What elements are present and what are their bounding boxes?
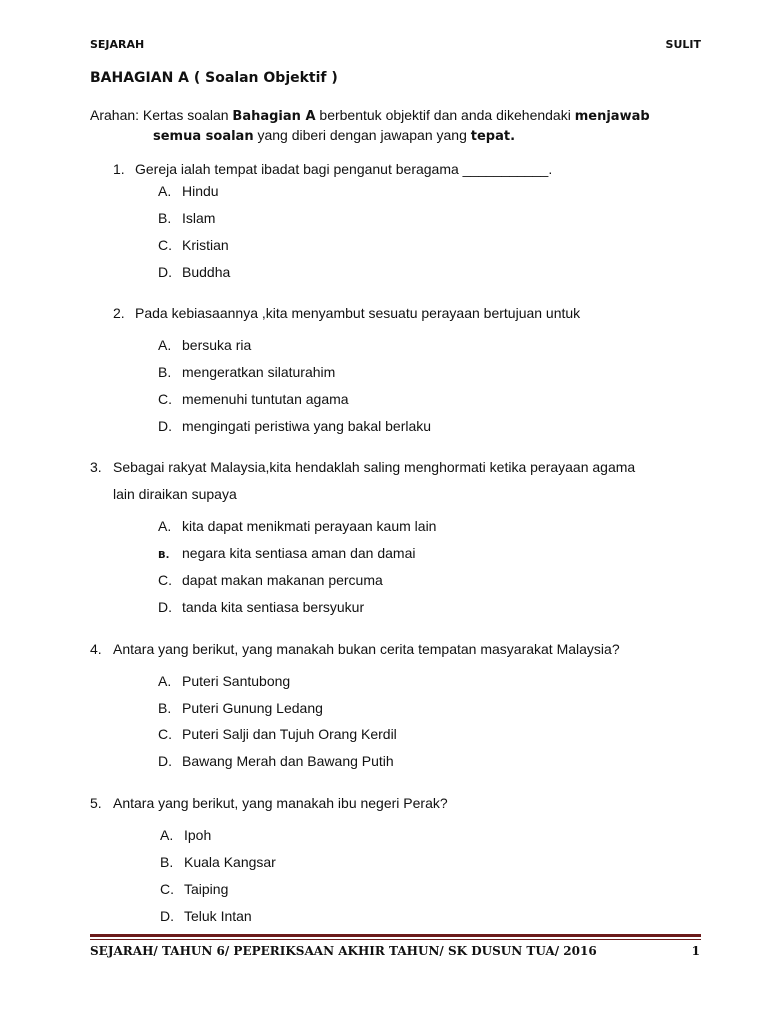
option-b[interactable] [158,695,323,722]
option-text: tanda kita sentiasa bersyukur [182,599,365,615]
option-text: Taiping [184,881,229,897]
option-text: bersuka ria [182,337,252,353]
header-subject: SEJARAH [90,38,145,51]
header-classification: SULIT [665,38,701,51]
option-letter: C. [158,726,172,742]
instructions [90,106,700,146]
option-letter: D. [158,418,172,434]
instr-text-3: yang diberi dengan jawapan yang [253,127,471,143]
option-text: mengeratkan silaturahim [182,364,336,380]
option-letter: D. [160,908,174,924]
option-letter: C. [158,391,172,407]
option-b[interactable] [158,359,335,386]
instr-line-2 [90,126,700,146]
option-d[interactable] [158,259,230,286]
option-text: Islam [182,210,216,226]
option-a[interactable] [160,822,211,849]
question-text: Antara yang berikut, yang manakah ibu negeri Perak? [113,795,448,811]
option-text: negara kita sentiasa aman dan damai [182,545,416,561]
footer-rule-thin [90,939,701,940]
question-text: Pada kebiasaannya ,kita menyambut sesuatu perayaan bertujuan untuk [135,305,581,321]
option-text: Kuala Kangsar [184,854,276,870]
option-c[interactable] [158,721,397,748]
option-letter: A. [158,337,172,353]
footer-rule-thick [90,934,701,937]
option-c[interactable] [158,567,383,594]
option-a[interactable] [158,178,219,205]
question-number: 3. [90,459,102,475]
footer-page-number: 1 [691,944,700,958]
question-text: Gereja ialah tempat ibadat bagi penganut beragama ___________. [135,161,553,177]
option-text: Puteri Santubong [182,673,291,689]
question-text: Antara yang berikut, yang manakah bukan cerita tempatan masyarakat Malaysia? [113,641,620,657]
option-a[interactable] [158,332,251,359]
option-a[interactable] [158,513,436,540]
option-text: dapat makan makanan percuma [182,572,383,588]
option-letter: A. [160,827,174,843]
question-text-continued: lain diraikan supaya [113,486,237,502]
instr-bold-correct: tepat. [470,129,516,144]
option-text: Puteri Gunung Ledang [182,700,323,716]
option-d[interactable] [160,903,252,930]
option-letter: B. [158,364,172,380]
question-text: Sebagai rakyat Malaysia,kita hendaklah saling menghormati ketika perayaan agama [113,459,636,475]
instr-bold-section: Bahagian A [232,109,316,124]
option-letter: C. [160,881,174,897]
option-c[interactable] [158,386,349,413]
option-text: Kristian [182,237,229,253]
option-b[interactable] [158,205,215,232]
option-text: Buddha [182,264,231,280]
section-title: BAHAGIAN A ( Soalan Objektif ) [90,70,338,86]
option-letter: D. [158,264,172,280]
instr-text-2: berbentuk objektif dan anda dikehendaki [315,107,575,123]
option-letter: B. [158,550,170,561]
instr-bold-all: semua soalan [153,129,254,144]
question-number: 5. [90,795,102,811]
option-letter: C. [158,572,172,588]
option-d[interactable] [158,413,431,440]
option-letter: A. [158,518,172,534]
option-letter: A. [158,673,172,689]
option-text: kita dapat menikmati perayaan kaum lain [182,518,437,534]
option-text: Puteri Salji dan Tujuh Orang Kerdil [182,726,397,742]
option-text: mengingati peristiwa yang bakal berlaku [182,418,432,434]
option-text: Teluk Intan [184,908,252,924]
option-letter: A. [158,183,172,199]
option-letter: D. [158,599,172,615]
option-b[interactable] [158,540,415,569]
question-number: 1. [113,161,125,177]
option-letter: B. [160,854,174,870]
option-letter: D. [158,753,172,769]
option-b[interactable] [160,849,276,876]
option-c[interactable] [158,232,229,259]
option-d[interactable] [158,748,394,775]
footer-exam-info: SEJARAH/ TAHUN 6/ PEPERIKSAAN AKHIR TAHUN/ SK DUSUN TUA/ 2016 [90,944,597,958]
question-number: 4. [90,641,102,657]
option-letter: B. [158,210,172,226]
option-text: memenuhi tuntutan agama [182,391,349,407]
option-text: Ipoh [184,827,212,843]
option-d[interactable] [158,594,364,621]
question-number: 2. [113,305,125,321]
instr-bold-answer: menjawab [574,109,650,124]
option-text: Hindu [182,183,219,199]
option-letter: C. [158,237,172,253]
option-letter: B. [158,700,172,716]
option-text: Bawang Merah dan Bawang Putih [182,753,394,769]
option-c[interactable] [160,876,228,903]
option-a[interactable] [158,668,290,695]
instr-text-1: Arahan: Kertas soalan [90,107,233,123]
